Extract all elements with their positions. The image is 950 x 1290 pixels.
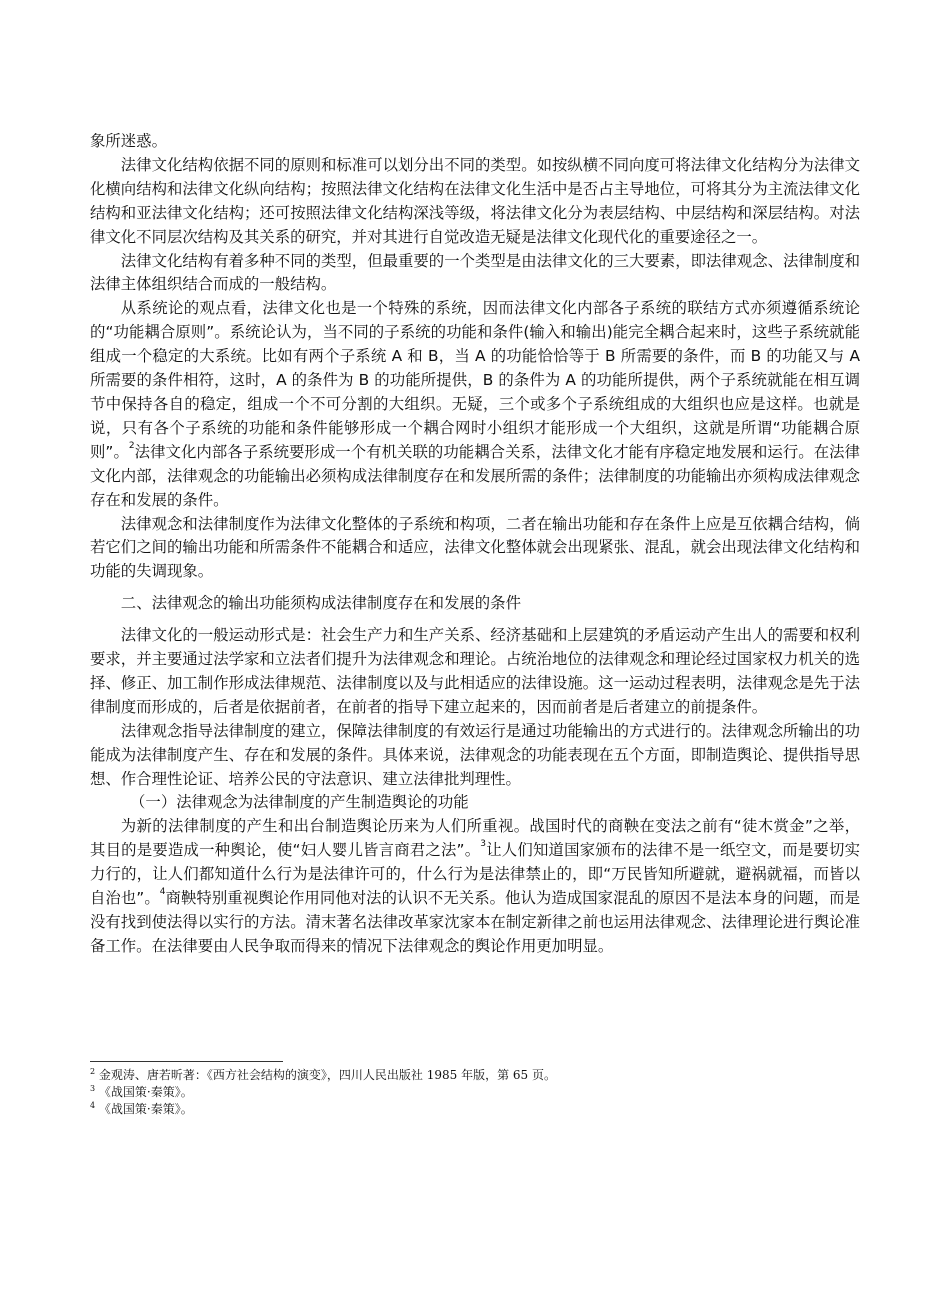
footnote-ref[interactable]: 3 <box>480 839 487 850</box>
paragraph-text: 法律文化内部各子系统要形成一个有机关联的功能耦合关系，法律文化才能有序稳定地发展和运行。在法律文化内部，法律观念的功能输出必须构成法律制度存在和发展所需的条件；法律制度的功能输出亦须构成法律观念存在和发展的条件。 <box>90 442 860 509</box>
subsection-heading: （一）法律观念为法律制度的产生制造舆论的功能 <box>130 793 469 812</box>
paragraph-movement-form: 法律文化的一般运动形式是：社会生产力和生产关系、经济基础和上层建筑的矛盾运动产生出人的需要和权利要求，并主要通过法学家和立法者们提升为法律观念和理论。占统治地位的法律观念和理论经过国家权力机关的选择、修正、加工制作形成法律规范、法律制度以及与此相适应的法律设施。这一运动过程表明，法律观念是先于法律制度而形成的，后者是依据前者，在前者的指导下建立起来的，因而前者是后者建立的前提条件。 <box>90 626 860 716</box>
document-body <box>90 130 860 959</box>
paragraph-structure-types: 法律文化结构依据不同的原则和标准可以划分出不同的类型。如按纵横不同向度可将法律文化结构分为法律文化横向结构和法律文化纵向结构；按照法律文化结构在法律文化生活中是否占主导地位，可将其分为主流法律文化结构和亚法律文化结构；还可按照法律文化结构深浅等级，将法律文化分为表层结构、中层结构和深层结构。对法律文化不同层次结构及其关系的研究，并对其进行自觉改造无疑是法律文化现代化的重要途径之一。 <box>90 155 860 246</box>
paragraph-coupling: 法律观念和法律制度作为法律文化整体的子系统和构项，二者在输出功能和存在条件上应是互依耦合结构，倘若它们之间的输出功能和所需条件不能耦合和适应，法律文化整体就会出现紧张、混乱，就会出现法律文化结构和功能的失调现象。 <box>90 514 860 581</box>
footnotes <box>90 1061 860 1118</box>
paragraph-general-structure: 法律文化结构有着多种不同的类型，但最重要的一个类型是由法律文化的三大要素，即法律观念、法律制度和法律主体组织结合而成的一般结构。 <box>90 251 860 294</box>
footnote <box>90 1101 860 1118</box>
footnote-text: 《战国策·秦策》。 <box>98 1102 193 1116</box>
paragraph-text: 商鞅特别重视舆论作用同他对法的认识不无关系。他认为造成国家混乱的原因不是法本身的问题，而是没有找到使法得以实行的方法。清末著名法律改革家沈家本在制定新律之前也运用法律观念、法律理论进行舆论准备工作。在法律要由人民争取而得来的情况下法律观念的舆论作用更加明显。 <box>90 889 860 955</box>
paragraph-text: 从系统论的观点看，法律文化也是一个特殊的系统，因而法律文化内部各子系统的联结方式亦须遵循系统论的“功能耦合原则”。系统论认为，当不同的子系统的功能和条件(输入和输出)能完全耦合起来时，这些子系统就能组成一个稳定的大系统。比如有两个子系统 A 和 B，当 A 的功能恰恰等于 B 所需要的条件，而 B 的功能又与 A 所需要的条件相符，这时，A 的条件为 B 的功能所提供，B 的条件为 A 的功能所提供，两个子系统就能在相互调节中保持各自的稳定，组成一个不可分割的大组织。无疑，三个或多个子系统组成的大组织也应是这样。也就是说，只有各个子系统的功能和条件能够形成一个耦合网时小组织才能形成一个大组织，这就是所谓“功能耦合原则”。 <box>90 299 860 461</box>
footnote-divider <box>90 1061 283 1062</box>
paragraph-systems-theory <box>90 297 860 512</box>
footnote-number: 2 <box>90 1067 96 1076</box>
footnote-ref[interactable]: 4 <box>159 887 166 898</box>
paragraph-function-output: 法律观念指导法律制度的建立，保障法律制度的有效运行是通过功能输出的方式进行的。法律观念所输出的功能成为法律制度产生、存在和发展的条件。具体来说，法律观念的功能表现在五个方面，即制造舆论、提供指导思想、作合理性论证、培养公民的守法意识、建立法律批判理性。 <box>90 721 860 788</box>
footnote <box>90 1067 860 1084</box>
section-heading: 二、法律观念的输出功能须构成法律制度存在和发展的条件 <box>120 594 521 613</box>
footnote-ref[interactable]: 2 <box>128 440 135 451</box>
paragraph-public-opinion <box>90 815 860 958</box>
footnote-number: 3 <box>90 1084 96 1093</box>
paragraph-text: 让人们知道国家颁布的法律不是一纸空文，而是要切实力行的，让人们都知道什么行为是法律许可的，什么行为是法律禁止的，即“万民皆知所避就，避祸就福，而皆以自治也”。 <box>90 841 860 908</box>
paragraph-continuation: 象所迷惑。 <box>90 132 167 150</box>
footnote-text: 《战国策·秦策》。 <box>98 1085 193 1099</box>
footnote-text: 金观涛、唐若昕著：《西方社会结构的演变》，四川人民出版社 1985 年版，第 65 页。 <box>98 1068 556 1082</box>
footnote <box>90 1084 860 1101</box>
paragraph-text: 为新的法律制度的产生和出台制造舆论历来为人们所重视。战国时代的商鞅在变法之前有“徒木赏金”之举，其目的是要造成一种舆论，使“妇人婴儿皆言商君之法”。 <box>90 817 860 860</box>
footnote-number: 4 <box>90 1101 96 1110</box>
